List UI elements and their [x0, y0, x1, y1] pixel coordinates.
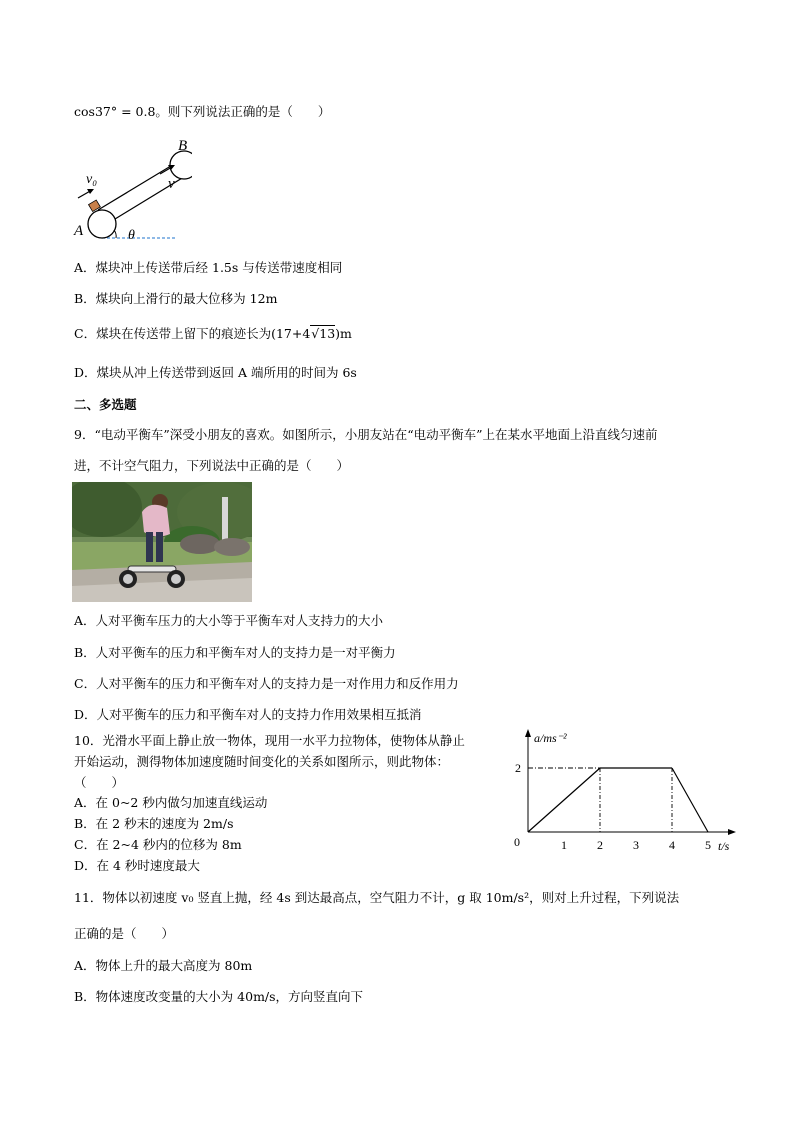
- q9-option-B: B．人对平衡车的压力和平衡车对人的支持力是一对平衡力: [74, 645, 396, 660]
- q9-option-A: A．人对平衡车压力的大小等于平衡车对人支持力的大小: [74, 613, 384, 628]
- q10-option-B: B．在 2 秒末的速度为 2m/s: [74, 816, 234, 831]
- photo-illustration: [72, 482, 252, 602]
- pulley-A: [88, 210, 116, 238]
- q8-option-C: [74, 325, 352, 343]
- v0-arrow-head: [87, 189, 94, 194]
- q10-line3: （ ）: [74, 775, 125, 790]
- q10-line2: 开始运动，测得物体加速度随时间变化的关系如图所示，则此物体：: [74, 754, 450, 769]
- q9-line2: 进，不计空气阻力，下列说法中正确的是（ ）: [74, 458, 350, 473]
- q10-option-D: D．在 4 秒时速度最大: [74, 858, 200, 873]
- x-axis-label: t/s: [718, 839, 730, 853]
- section-title: 二、多选题: [74, 397, 137, 412]
- x-tick-label-1: 1: [561, 838, 567, 852]
- conveyor-diagram: [72, 134, 192, 244]
- origin-label: 0: [514, 835, 520, 849]
- x-tick-label-5: 5: [705, 838, 711, 852]
- y-tick-label-2: 2: [515, 761, 521, 775]
- q8-option-D: D．煤块从冲上传送带到返回 A 端所用的时间为 6s: [74, 365, 357, 380]
- x-tick-label-2: 2: [597, 838, 603, 852]
- x-axis-arrow: [728, 829, 736, 835]
- label-A: A: [74, 223, 84, 239]
- label-theta: θ: [128, 228, 135, 243]
- q8-option-C-math-sqrt: 13: [319, 326, 336, 341]
- y-axis-arrow: [525, 729, 531, 737]
- q9-option-D: D．人对平衡车的压力和平衡车对人的支持力作用效果相互抵消: [74, 707, 422, 722]
- label-B: B: [178, 138, 188, 154]
- sqrt-symbol: √13: [311, 326, 336, 341]
- angle-arc: [114, 230, 116, 238]
- q8-option-B: B．煤块向上滑行的最大位移为 12m: [74, 291, 278, 306]
- q9-line1: 9．“电动平衡车”深受小朋友的喜欢。如图所示，小朋友站在“电动平衡车”上在某水平地面上沿直线匀速前: [74, 427, 658, 442]
- series-segment-0: [528, 768, 600, 832]
- x-tick-label-4: 4: [669, 838, 675, 852]
- series-segment-2: [672, 768, 708, 832]
- acceleration-chart: [508, 724, 744, 856]
- acceleration-chart-svg: [508, 724, 744, 856]
- x-tick-label-3: 3: [633, 838, 639, 852]
- q11-option-B: B．物体速度改变量的大小为 40m/s，方向竖直向下: [74, 989, 364, 1004]
- balance-scooter-photo: [72, 482, 252, 602]
- label-v0: v₀: [86, 172, 98, 187]
- q10-line1: 10．光滑水平面上静止放一物体，现用一水平力拉物体，使物体从静止: [74, 733, 465, 748]
- q8-option-C-math-post: )m: [335, 326, 352, 341]
- q10-option-A: A．在 0~2 秒内做匀加速直线运动: [74, 795, 268, 810]
- q11-option-A: A．物体上升的最大高度为 80m: [74, 958, 253, 973]
- q9-option-C: C．人对平衡车的压力和平衡车对人的支持力是一对作用力和反作用力: [74, 676, 459, 691]
- q11-line2: 正确的是（ ）: [74, 926, 175, 941]
- q10-option-C: C．在 2~4 秒内的位移为 8m: [74, 837, 242, 852]
- label-v: v: [168, 176, 175, 192]
- q11-line1: 11．物体以初速度 v₀ 竖直上抛，经 4s 到达最高点，空气阻力不计，g 取 10m/s²，则对上升过程，下列说法: [74, 890, 680, 905]
- q8-option-C-math-pre: (17+4: [271, 326, 311, 341]
- y-axis-label: a/ms⁻²: [534, 731, 567, 745]
- q8-option-A: A．煤块冲上传送带后经 1.5s 与传送带速度相同: [74, 260, 343, 275]
- conveyor-figure: [72, 134, 192, 244]
- q8-option-C-text: C．煤块在传送带上留下的痕迹长为: [74, 326, 272, 341]
- q8-prefix: cos37° = 0.8。则下列说法正确的是（ ）: [74, 104, 331, 119]
